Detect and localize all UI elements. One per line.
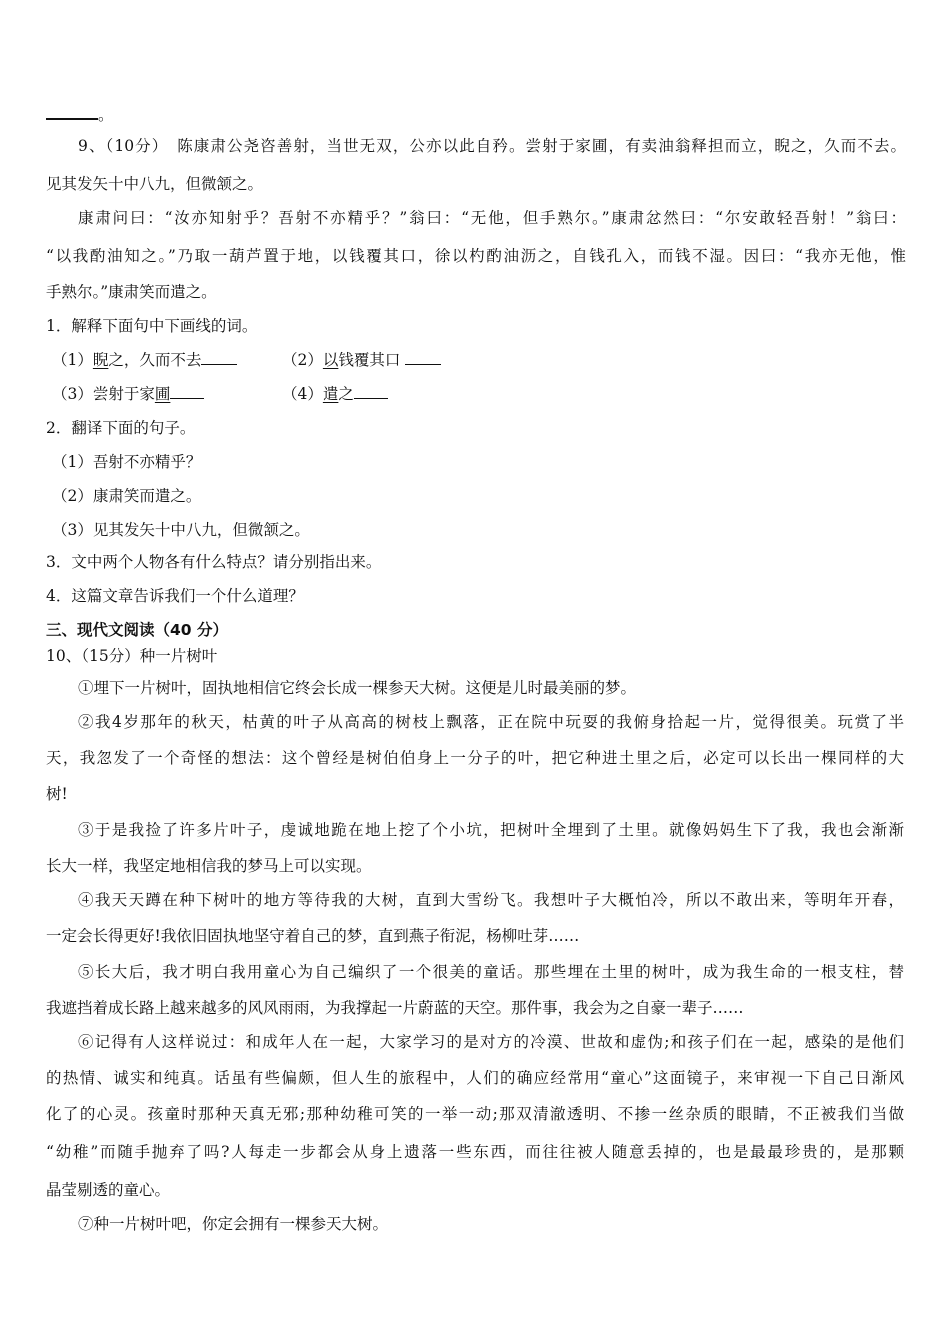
q10-paragraph-2-line-2: 天，我忽发了一个奇怪的想法：这个曾经是树伯伯身上一分子的叶，把它种进土里之后，必定可以长出一棵同样的大 [46,749,904,767]
q10-paragraph-4-line-2: 一定会长得更好!我依旧固执地坚守着自己的梦，直到燕子衔泥，杨柳吐芽…… [46,927,580,945]
item-text: 钱覆其口 [338,351,406,369]
q10-paragraph-6-line-4: “幼稚”而随手抛弃了吗?人每走一步都会从身上遗落一些东西，而往往被人随意丢掉的，也是最最珍贵的，是那颗 [46,1143,904,1161]
q9-passage-p2-line-2: “以我酌油知之。”乃取一葫芦置于地，以钱覆其口，徐以杓酌油沥之，自钱孔入，而钱不湿。因曰：“我亦无他，惟 [46,247,906,265]
q10-paragraph-4-line-1: ④我天天蹲在种下树叶的地方等待我的大树，直到大雪纷飞。我想叶子大概怕冷，所以不敢出来，等明年开春， [78,891,904,909]
q9-sub1-item-3 [52,384,204,404]
item-text: 之 [338,385,354,403]
item-number: （1） [52,351,93,369]
q9-sub2-sentence-3: （3）见其发矢十中八九，但微颔之。 [52,521,310,539]
q9-sub2-sentence-2: （2）康肃笑而遣之。 [52,487,202,505]
q10-paragraph-3-line-2: 长大一样，我坚定地相信我的梦马上可以实现。 [46,857,372,875]
q9-sub3-prompt: 3．文中两个人物各有什么特点？请分别指出来。 [46,553,382,571]
underlined-word: 睨 [92,351,109,369]
q9-sub1-item-4 [282,384,388,404]
item-number: （4） [282,385,323,403]
q9-passage-line-2: 见其发矢十中八九，但微颔之。 [46,175,264,193]
item-text: 之，久而不去 [108,351,202,369]
q10-paragraph-6-line-5: 晶莹剔透的童心。 [46,1181,171,1199]
q10-paragraph-6-line-3: 化了的心灵。孩童时那种天真无邪;那种幼稚可笑的一举一动;那双清澈透明、不掺一丝杂质的眼睛，不正被我们当做 [46,1105,904,1123]
q10-paragraph-5-line-2: 我遮挡着成长路上越来越多的风风雨雨，为我撑起一片蔚蓝的天空。那件事，我会为之自豪一辈子…… [46,999,744,1017]
q10-paragraph-6-line-2: 的热情、诚实和纯真。话虽有些偏颇，但人生的旅程中，人们的确应经常用“童心”这面镜子，来审视一下自己日渐风 [46,1069,904,1087]
q9-sub1-item-1 [52,350,237,370]
q10-paragraph-3-line-1: ③于是我捡了许多片叶子，虔诚地跪在地上挖了个小坑，把树叶全埋到了土里。就像妈妈生下了我，我也会渐渐 [78,821,904,839]
answer-blank[interactable] [354,384,388,399]
q10-paragraph-2-line-1: ②我4岁那年的秋天，枯黄的叶子从高高的树枝上飘落，正在院中玩耍的我俯身拾起一片，觉得很美。玩赏了半 [78,713,904,731]
q9-sub2-prompt: 2．翻译下面的句子。 [46,419,196,437]
underlined-word: 以 [322,351,339,369]
answer-blank[interactable] [405,350,441,365]
q10-paragraph-5-line-1: ⑤长大后，我才明白我用童心为自己编织了一个很美的童话。那些埋在土里的树叶，成为我生命的一根支柱，替 [78,963,904,981]
q10-paragraph-1: ①埋下一片树叶，固执地相信它终会长成一棵参天大树。这便是儿时最美丽的梦。 [78,679,637,697]
q9-passage-line-1: 9、（10分） 陈康肃公尧咨善射，当世无双，公亦以此自矜。尝射于家圃，有卖油翁释担而立，睨之，久而不去。 [78,137,906,155]
q9-passage-p2-line-3: 手熟尔。”康肃笑而遣之。 [46,283,217,301]
item-text: （3）尝射于家 [52,385,155,403]
q9-passage-p2-line-1: 康肃问曰：“汝亦知射乎？吾射不亦精乎？”翁曰：“无他，但手熟尔。”康肃忿然曰：“尔安敢轻吾射！”翁曰： [78,209,906,227]
answer-blank[interactable] [170,384,204,399]
blank-period: 。 [98,106,114,124]
answer-blank[interactable] [201,350,237,365]
underlined-word: 遣 [322,385,339,403]
q10-paragraph-2-line-3: 树! [46,785,68,803]
item-number: （2） [282,351,323,369]
answer-blank-line [46,104,114,125]
q9-sub2-sentence-1: （1）吾射不亦精乎？ [52,453,202,471]
q10-paragraph-6-line-1: ⑥记得有人这样说过：和成年人在一起，大家学习的是对方的冷漠、世故和虚伪;和孩子们在一起，感染的是他们 [78,1033,904,1051]
q9-sub1-prompt: 1．解释下面句中下画线的词。 [46,317,258,335]
answer-blank[interactable] [46,104,98,120]
q9-sub4-prompt: 4．这篇文章告诉我们一个什么道理？ [46,587,304,605]
q10-title: 10、（15分）种一片树叶 [46,647,218,665]
section-heading: 三、现代文阅读（40 分） [46,621,228,639]
q10-paragraph-7: ⑦种一片树叶吧，你定会拥有一棵参天大树。 [78,1215,389,1233]
underlined-word: 圃 [154,385,171,403]
q9-sub1-item-2 [282,350,441,370]
